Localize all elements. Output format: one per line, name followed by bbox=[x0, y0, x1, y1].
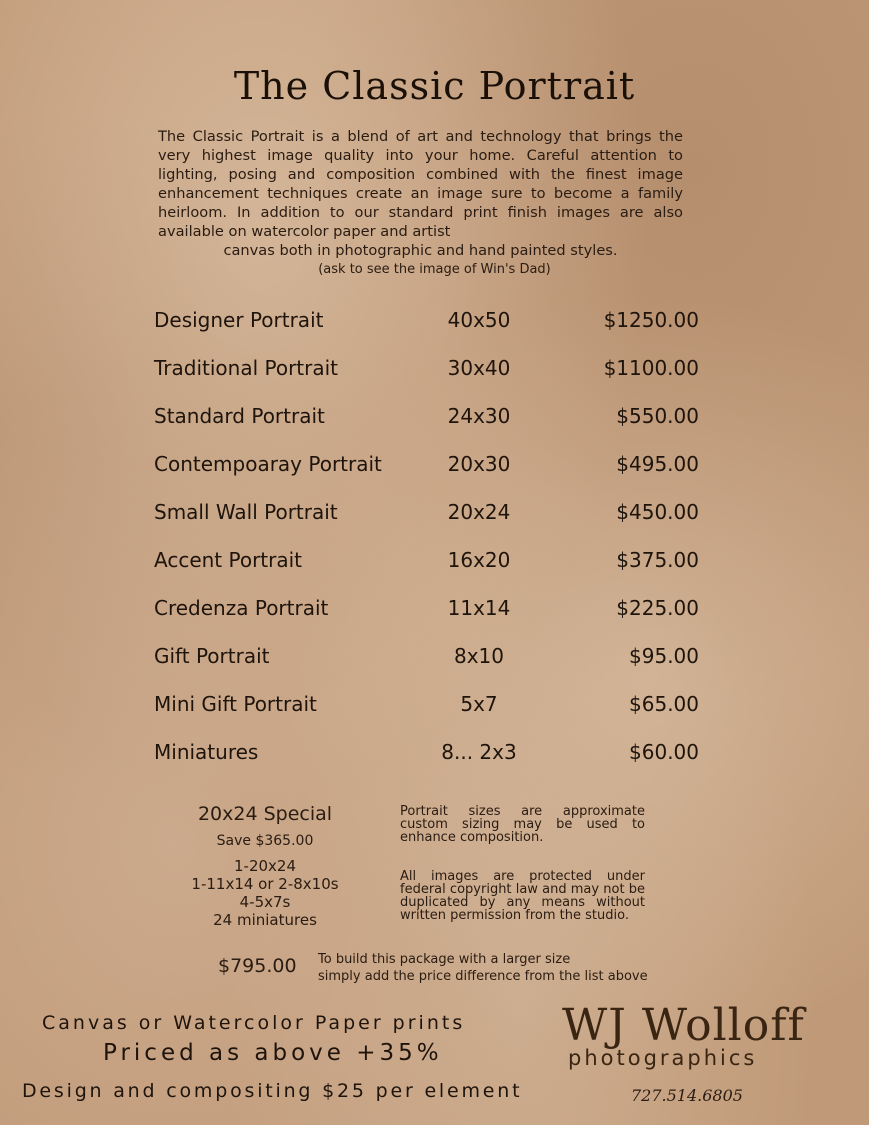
price-row bbox=[154, 692, 699, 722]
portrait-name: Miniatures bbox=[154, 740, 259, 764]
portrait-size: 11x14 bbox=[447, 596, 511, 620]
portrait-name: Standard Portrait bbox=[154, 404, 325, 428]
special-price: $795.00 bbox=[218, 955, 297, 977]
phone-number: 727.514.6805 bbox=[631, 1086, 743, 1105]
studio-logo-subtitle: photographics bbox=[568, 1046, 758, 1070]
portrait-size: 16x20 bbox=[447, 548, 511, 572]
portrait-size: 40x50 bbox=[447, 308, 511, 332]
intro-last-line: canvas both in photographic and hand painted styles. bbox=[223, 242, 618, 259]
price-row bbox=[154, 548, 699, 578]
portrait-price: $1100.00 bbox=[603, 356, 699, 380]
portrait-name: Traditional Portrait bbox=[154, 356, 339, 380]
portrait-name: Designer Portrait bbox=[154, 308, 324, 332]
price-row bbox=[154, 644, 699, 674]
canvas-line: Canvas or Watercolor Paper prints bbox=[42, 1012, 466, 1034]
priced-line: Priced as above +35% bbox=[103, 1040, 443, 1066]
special-item: 1-20x24 bbox=[233, 857, 296, 875]
build-line-1: To build this package with a larger size bbox=[318, 952, 571, 967]
portrait-price: $225.00 bbox=[616, 596, 699, 620]
price-row bbox=[154, 356, 699, 386]
price-row bbox=[154, 452, 699, 482]
portrait-price: $1250.00 bbox=[603, 308, 699, 332]
portrait-size: 5x7 bbox=[460, 692, 498, 716]
portrait-price: $60.00 bbox=[629, 740, 699, 764]
portrait-name: Mini Gift Portrait bbox=[154, 692, 317, 716]
copyright-note: All images are protected under federal copyright law and may not be duplicated by any means without written permission from the studio. bbox=[400, 869, 645, 923]
portrait-size: 30x40 bbox=[447, 356, 511, 380]
portrait-price: $65.00 bbox=[629, 692, 699, 716]
intro-note: (ask to see the image of Win's Dad) bbox=[318, 262, 551, 277]
intro-body: The Classic Portrait is a blend of art and technology that brings the very highest image quality into your home. Careful attention to lighting, posing and composition combined with the finest image enhancement techniques create an image sure to become a family heirloom. In addition to our standard print finish images are also available on watercolor paper and artist bbox=[158, 128, 683, 240]
special-items bbox=[160, 857, 370, 929]
design-line: Design and compositing $25 per element bbox=[22, 1080, 523, 1102]
portrait-price: $550.00 bbox=[616, 404, 699, 428]
portrait-size: 24x30 bbox=[447, 404, 511, 428]
portrait-price: $375.00 bbox=[616, 548, 699, 572]
portrait-name: Contempoaray Portrait bbox=[154, 452, 382, 476]
price-row bbox=[154, 740, 699, 770]
intro-paragraph bbox=[158, 127, 683, 260]
special-savings: Save $365.00 bbox=[216, 833, 314, 849]
portrait-price: $495.00 bbox=[616, 452, 699, 476]
portrait-name: Gift Portrait bbox=[154, 644, 270, 668]
portrait-size: 8x10 bbox=[453, 644, 504, 668]
build-line-2: simply add the price difference from the list above bbox=[318, 969, 648, 984]
special-build-note bbox=[318, 951, 718, 985]
portrait-price: $450.00 bbox=[616, 500, 699, 524]
price-row bbox=[154, 596, 699, 626]
portrait-name: Credenza Portrait bbox=[154, 596, 329, 620]
portrait-price: $95.00 bbox=[629, 644, 699, 668]
special-title: 20x24 Special bbox=[197, 803, 333, 825]
price-row bbox=[154, 404, 699, 434]
portrait-size: 20x30 bbox=[447, 452, 511, 476]
special-item: 1-11x14 or 2-8x10s bbox=[191, 875, 339, 893]
price-row bbox=[154, 500, 699, 530]
portrait-size: 8... 2x3 bbox=[441, 740, 517, 764]
studio-logo: WJ Wolloff bbox=[562, 1000, 805, 1051]
portrait-size: 20x24 bbox=[447, 500, 511, 524]
special-item: 4-5x7s bbox=[239, 893, 291, 911]
price-row bbox=[154, 308, 699, 338]
page-title: The Classic Portrait bbox=[233, 64, 636, 108]
portrait-name: Small Wall Portrait bbox=[154, 500, 338, 524]
sizes-note: Portrait sizes are approximate custom sizing may be used to enhance composition. bbox=[400, 804, 645, 845]
special-item: 24 miniatures bbox=[213, 911, 317, 929]
portrait-name: Accent Portrait bbox=[154, 548, 303, 572]
